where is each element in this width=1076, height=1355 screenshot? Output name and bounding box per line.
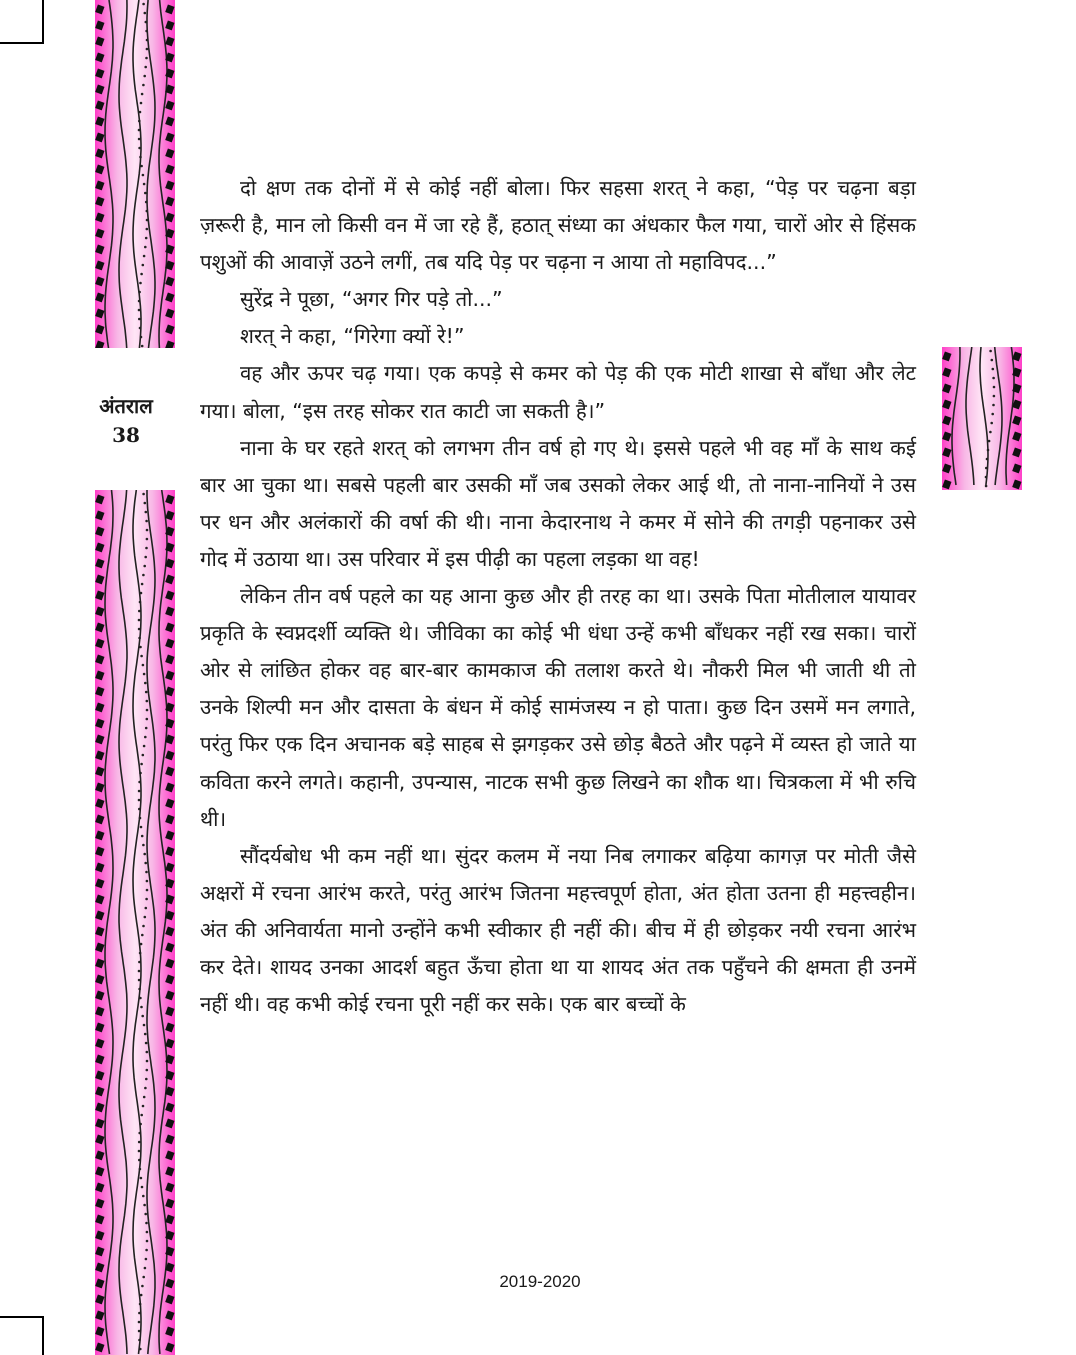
decorative-band-bottom-left bbox=[95, 490, 175, 1355]
paragraph-5: नाना के घर रहते शरत् को लगभग तीन वर्ष हो गए थे। इससे पहले भी वह माँ के साथ कई बार आ चुका था। सबसे पहली बार उसकी माँ जब उसको लेकर आई थी, तो नाना-नानियों ने उस पर धन और अलंकारों की वर्षा की थी। नाना केदारनाथ ने कमर में सोने की तगड़ी पहनाकर उसे गोद में उठाया था। उस परिवार में इस पीढ़ी का पहला लड़का था वह! bbox=[200, 435, 916, 571]
paragraph-7: सौंदर्यबोध भी कम नहीं था। सुंदर कलम में नया निब लगाकर बढ़िया कागज़ पर मोती जैसे अक्षरों में रचना आरंभ करते, परंतु आरंभ जितना महत्त्वपूर्ण होता, अंत होता उतना ही महत्त्वहीन। अंत की अनिवार्यता मानो उन्होंने कभी स्वीकार ही नहीं की। बीच में ही छोड़कर नयी रचना आरंभ कर देते। शायद उनका आदर्श बहुत ऊँचा होता था या शायद अंत तक पहुँचने की क्षमता ही उनमें नहीं थी। वह कभी कोई रचना पूरी नहीं कर सके। एक बार बच्चों के bbox=[200, 843, 916, 1017]
body-text bbox=[200, 170, 916, 1023]
book-title: अंतराल bbox=[99, 394, 153, 418]
decorative-band-top-left bbox=[95, 0, 175, 348]
page-number: 38 bbox=[112, 423, 140, 447]
decorative-band-right bbox=[942, 347, 1022, 490]
paragraph-4: वह और ऊपर चढ़ गया। एक कपड़े से कमर को पेड़ की एक मोटी शाखा से बाँधा और लेट गया। बोला, “इस तरह सोकर रात काटी जा सकती है।” bbox=[200, 361, 916, 423]
crop-mark-top-h bbox=[0, 42, 44, 44]
paragraph-1: दो क्षण तक दोनों में से कोई नहीं बोला। फिर सहसा शरत् ने कहा, “पेड़ पर चढ़ना बड़ा ज़रूरी है, मान लो किसी वन में जा रहे हैं, हठात् संध्या का अंधकार फैल गया, चारों ओर से हिंसक पशुओं की आवाज़ें उठने लगीं, तब यदि पेड़ पर चढ़ना न आया तो महाविपद...” bbox=[200, 176, 916, 275]
paragraph-6: लेकिन तीन वर्ष पहले का यह आना कुछ और ही तरह का था। उसके पिता मोतीलाल यायावर प्रकृति के स्वप्नदर्शी व्यक्ति थे। जीविका का कोई भी धंधा उन्हें कभी बाँधकर नहीं रख सका। चारों ओर से लांछित होकर वह बार-बार कामकाज की तलाश करते थे। नौकरी मिल भी जाती थी तो उनके शिल्पी मन और दासता के बंधन में कोई सामंजस्य न हो पाता। कुछ दिन उसमें मन लगाते, परंतु फिर एक दिन अचानक बड़े साहब से झगड़कर उसे छोड़ बैठते और पढ़ने में व्यस्त हो जाते या कविता करने लगते। कहानी, उपन्यास, नाटक सभी कुछ लिखने का शौक था। चित्रकला में भी रुचि थी। bbox=[200, 584, 916, 831]
paragraph-3: शरत् ने कहा, “गिरेगा क्यों रे!” bbox=[240, 324, 465, 349]
footer-year: 2019-2020 bbox=[499, 1272, 581, 1291]
paragraph-2: सुरेंद्र ने पूछा, “अगर गिर पड़े तो...” bbox=[240, 287, 503, 312]
crop-mark-top-v bbox=[42, 0, 44, 44]
crop-mark-bottom-h bbox=[0, 1316, 44, 1318]
crop-mark-bottom-v bbox=[42, 1316, 44, 1355]
page-header bbox=[90, 392, 162, 450]
